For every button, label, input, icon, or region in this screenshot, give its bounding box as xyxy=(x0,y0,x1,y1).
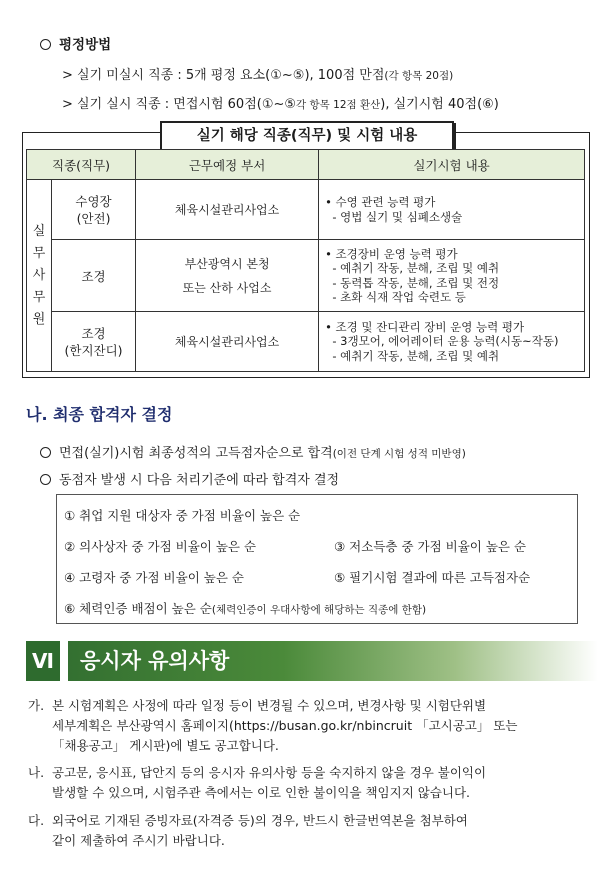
circle-bullet-icon xyxy=(40,447,51,458)
note-item: 나. xyxy=(28,765,45,780)
final-bullet-1: 면접(실기)시험 최종성적의 고득점자순으로 합격(이전 단계 시험 성적 미반영) xyxy=(40,442,466,461)
table-header: 실기시험 내용 xyxy=(319,150,585,180)
job-cell: 수영장 (안전) xyxy=(52,180,136,240)
note-text: 외국어로 기재된 증빙자료(자격증 등)의 경우, 반드시 한글번역본을 첨부하여 같이 제출하여 주시기 바랍니다. xyxy=(52,813,468,848)
circle-bullet-icon xyxy=(40,39,51,50)
table-header: 근무예정 부서 xyxy=(136,150,319,180)
criteria-item: ③ 저소득층 중 가점 비율이 높은 순 xyxy=(334,539,527,554)
criteria-item: ⑤ 필기시험 결과에 따른 고득점자순 xyxy=(334,570,531,585)
table-row xyxy=(27,312,585,372)
evaluation-line-1: > 실기 미실시 직종 : 5개 평정 요소(①~⑤), 100점 만점(각 항목 20점) xyxy=(62,68,454,83)
dept-cell: 체육시설관리사업소 xyxy=(136,312,319,372)
table-row xyxy=(27,180,585,240)
note-text: 본 시험계획은 사정에 따라 일정 등이 변경될 수 있으며, 변경사항 및 시험단위별 세부계획은 부산광역시 홈페이지(https://busan.go.kr/nbincruit 「고시공고」 또는 「채용공고」 게시판)에 별도 공고합니다. xyxy=(52,698,518,753)
criteria-item: ② 의사상자 중 가점 비율이 높은 순 xyxy=(64,539,257,554)
table-title: 실기 해당 직종(직무) 및 시험 내용 xyxy=(160,121,454,151)
note-text: 공고문, 응시표, 답안지 등의 응시자 유의사항 등을 숙지하지 않을 경우 불이익이 발생할 수 있으며, 시험주관 측에서는 이로 인한 불이익을 책임지지 않습니다. xyxy=(52,765,487,800)
spec-table xyxy=(26,149,585,372)
note-item: 가. xyxy=(28,698,45,713)
final-heading: 나. 최종 합격자 결정 xyxy=(26,405,173,424)
content-cell: • 조경 및 잔디관리 장비 운영 능력 평가 - 3갱모어, 에어레이터 운용 능력(시동~작동) - 예취기 작동, 분해, 조립 및 예취 xyxy=(319,312,585,372)
section-number: Ⅵ xyxy=(26,641,60,681)
group-label: 실 무 사 무 원 xyxy=(27,180,52,372)
evaluation-line-2: > 실기 실시 직종 : 면접시험 60점(①~⑤각 항목 12점 환산), 실기시험 40점(⑥) xyxy=(62,97,499,112)
dept-cell: 부산광역시 본청 또는 산하 사업소 xyxy=(136,240,319,312)
criteria-item: ⑥ 체력인증 배점이 높은 순(체력인증이 우대사항에 해당하는 직종에 한함) xyxy=(64,601,427,616)
criteria-item: ④ 고령자 중 가점 비율이 높은 순 xyxy=(64,570,244,585)
table-header: 직종(직무) xyxy=(27,150,136,180)
table-row xyxy=(27,240,585,312)
evaluation-heading: 평정방법 xyxy=(40,33,111,53)
note-item: 다. xyxy=(28,813,45,828)
content-cell: • 조경장비 운영 능력 평가 - 예취기 작동, 분해, 조립 및 예취 - 동력톱 작동, 분해, 조립 및 전정 - 초화 식재 작업 숙련도 등 xyxy=(319,240,585,312)
criteria-item: ① 취업 지원 대상자 중 가점 비율이 높은 순 xyxy=(64,508,301,523)
dept-cell: 체육시설관리사업소 xyxy=(136,180,319,240)
job-cell: 조경 xyxy=(52,240,136,312)
content-cell: • 수영 관련 능력 평가 - 영법 실기 및 심폐소생술 xyxy=(319,180,585,240)
section-title: 응시자 유의사항 xyxy=(80,649,230,673)
circle-bullet-icon xyxy=(40,474,51,485)
section-banner xyxy=(26,641,598,681)
final-bullet-2: 동점자 발생 시 다음 처리기준에 따라 합격자 결정 xyxy=(40,469,339,488)
job-cell: 조경 (한지잔디) xyxy=(52,312,136,372)
